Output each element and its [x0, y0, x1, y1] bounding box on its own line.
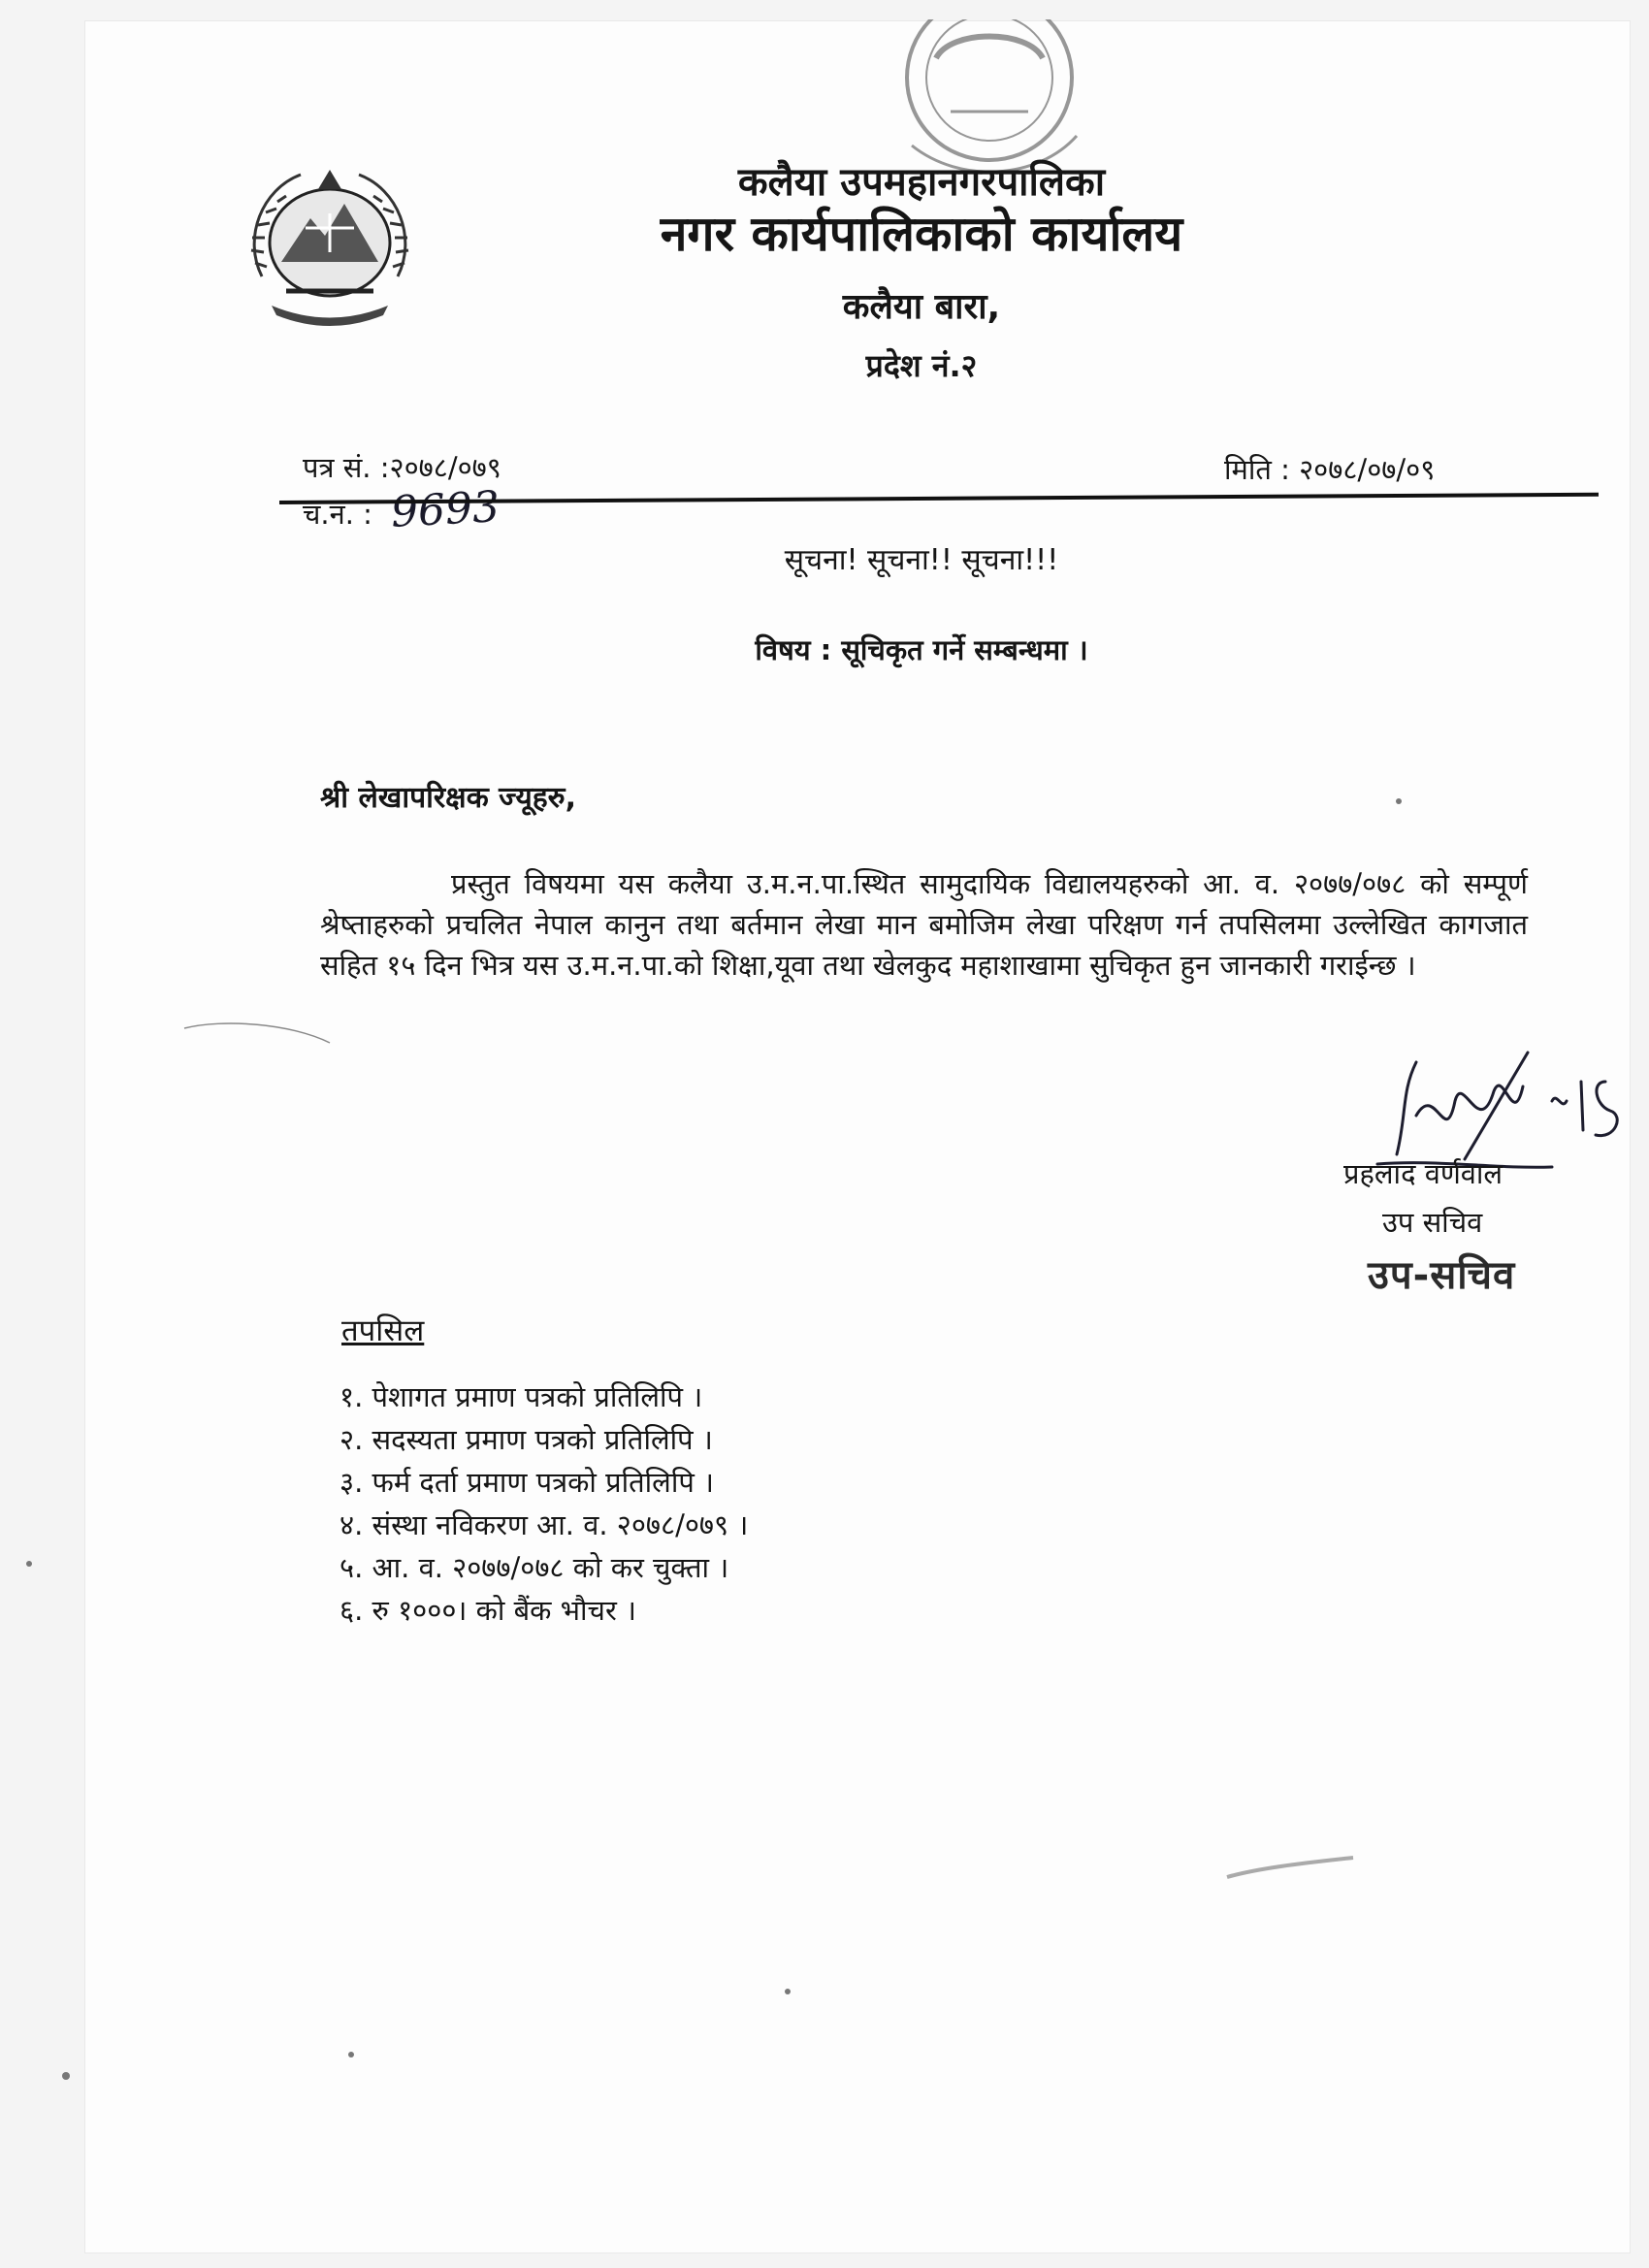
office-name: नगर कार्यपालिकाको कार्यालय: [660, 206, 1183, 262]
list-item: २. सदस्यता प्रमाण पत्रको प्रतिलिपि ।: [340, 1423, 713, 1456]
dispatch-number-handwritten: 9693: [389, 482, 501, 537]
signatory-name: प्रहलाद वर्णवाल: [1343, 1157, 1504, 1190]
letter-number: पत्र सं. :२०७८/०७९: [303, 451, 501, 484]
designation-stamp: उप-सचिव: [1368, 1253, 1516, 1298]
dispatch-number-row: [303, 482, 501, 537]
list-item: ६. रु १०००। को बैंक भौचर ।: [340, 1594, 637, 1627]
salutation: श्री लेखापरिक्षक ज्यूहरु,: [320, 781, 577, 815]
letter-subject: विषय : सूचिकृत गर्ने सम्बन्धमा ।: [755, 633, 1088, 666]
list-item: ३. फर्म दर्ता प्रमाण पत्रको प्रतिलिपि ।: [340, 1466, 715, 1499]
list-item: १. पेशागत प्रमाण पत्रको प्रतिलिपि ।: [340, 1380, 703, 1413]
letter-date: मिति : २०७८/०७/०९: [1224, 453, 1436, 486]
office-address: कलैया बारा,: [842, 287, 1001, 327]
enclosures-title: तपसिल: [341, 1313, 425, 1348]
dispatch-number-label: च.नं. :: [303, 498, 372, 531]
nepal-emblem-icon: [233, 160, 427, 335]
signatory-title: उप सचिव: [1382, 1206, 1483, 1239]
notice-heading: सूचना! सूचना!! सूचना!!!: [784, 543, 1059, 577]
list-item: ५. आ. व. २०७७/०७८ को कर चुक्ता ।: [340, 1551, 729, 1584]
letter-body: प्रस्तुत विषयमा यस कलैया उ.म.न.पा.स्थित सामुदायिक विद्यालयहरुको आ. व. २०७७/०७८ को सम्पूर्ण श्रेष्ताहरुको प्रचलित नेपाल कानुन तथा बर्तमान लेखा मान बमोजिम लेखा परिक्षण गर्न तपसिलमा उल्लेखित कागजात सहित १५ दिन भित्र यस उ.म.न.पा.को शिक्षा,यूवा तथा खेलकुद महाशाखामा सुचिकृत हुन जानकारी गराईन्छ ।: [320, 867, 1528, 982]
province-number: प्रदेश नं.२: [865, 347, 978, 384]
enclosures-list: [340, 1376, 748, 1632]
list-item: ४. संस्था नविकरण आ. व. २०७८/०७९ ।: [340, 1508, 749, 1541]
municipality-name: कलैया उपमहानगरपालिका: [737, 160, 1106, 205]
